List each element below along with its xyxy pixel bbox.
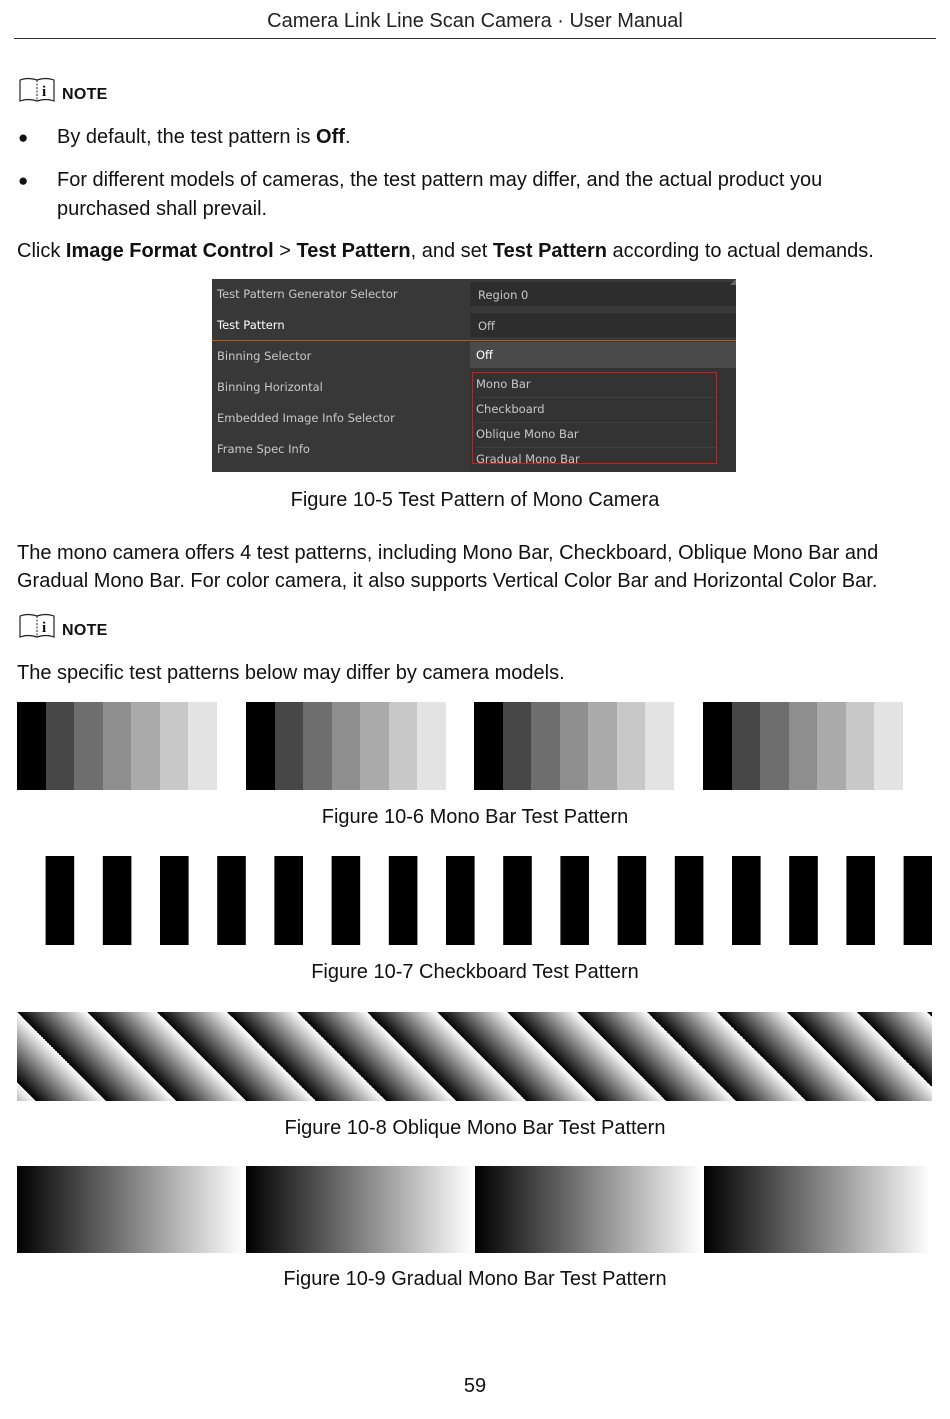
mono-bar-stripe — [503, 702, 532, 790]
gradual-mono-bar-pattern — [17, 1166, 243, 1253]
property-row-test-pattern: Test Pattern Off — [212, 310, 736, 341]
mono-bar-stripe — [789, 702, 818, 790]
test-pattern-select[interactable]: Off — [470, 313, 736, 337]
mono-bar-stripe — [531, 702, 560, 790]
mono-bar-stripe — [617, 702, 646, 790]
mono-bar-stripe — [560, 702, 589, 790]
dropdown-option-checkboard[interactable]: Checkboard — [476, 397, 716, 423]
info-book-icon — [18, 76, 56, 104]
figure-caption-10-8: Figure 10-8 Oblique Mono Bar Test Pattern — [284, 1117, 666, 1139]
property-row: Embedded Image Info Selector — [217, 411, 395, 425]
note-label: NOTE — [62, 622, 108, 639]
instruction-paragraph: Click Image Format Control > Test Pattern, and set Test Pattern according to actual demands. — [17, 240, 874, 262]
bullet-default-off — [18, 123, 918, 152]
dropdown-option-gradual-mono-bar[interactable]: Gradual Mono Bar — [476, 447, 716, 472]
checkboard-pattern — [17, 856, 932, 945]
gradual-mono-bar-pattern — [246, 1166, 472, 1253]
checkboard-stripe — [389, 856, 418, 945]
mono-bar-stripe — [645, 702, 674, 790]
mono-bar-stripe — [103, 702, 132, 790]
checkboard-stripe — [560, 856, 589, 945]
mono-bar-stripe — [417, 702, 446, 790]
running-header: Camera Link Line Scan Camera · User Manual — [267, 10, 683, 32]
gradual-mono-bar-pattern — [704, 1166, 930, 1253]
figure-caption-10-9: Figure 10-9 Gradual Mono Bar Test Pattern — [283, 1268, 667, 1290]
mono-bar-stripe — [732, 702, 761, 790]
mono-bar-stripe — [332, 702, 361, 790]
checkboard-stripe — [503, 856, 532, 945]
note-text: The specific test patterns below may differ by camera models. — [17, 662, 565, 684]
mono-bar-stripe — [360, 702, 389, 790]
description-paragraph: The mono camera offers 4 test patterns, including Mono Bar, Checkboard, Oblique Mono Bar and Gradual Mono Bar. For color camera, it also supports Vertical Color Bar and Horizontal Color Bar. — [17, 542, 879, 592]
checkboard-stripe — [46, 856, 75, 945]
property-row: Binning Horizontal — [217, 380, 323, 394]
mono-bar-stripe — [74, 702, 103, 790]
mono-bar-pattern — [246, 702, 446, 790]
mono-bar-stripe — [275, 702, 304, 790]
mono-bar-stripe — [389, 702, 418, 790]
mono-bar-pattern — [17, 702, 217, 790]
mono-bar-stripe — [588, 702, 617, 790]
gradual-mono-bar-pattern — [475, 1166, 701, 1253]
mono-bar-stripe — [17, 702, 46, 790]
bullet-dot: ● — [18, 128, 29, 147]
checkboard-stripe — [732, 856, 761, 945]
checkboard-stripe — [675, 856, 704, 945]
mono-bar-stripe — [131, 702, 160, 790]
note-label: NOTE — [62, 86, 108, 103]
test-pattern-settings-screenshot — [212, 279, 736, 472]
bullet-text: By default, the test pattern is Off. — [57, 126, 351, 148]
page-number: 59 — [463, 1375, 487, 1397]
checkboard-stripe — [789, 856, 818, 945]
mono-bar-stripe — [46, 702, 75, 790]
bullet-models-differ — [18, 166, 918, 224]
region-select[interactable]: Region 0 — [470, 282, 736, 306]
dropdown-option-mono-bar[interactable]: Mono Bar — [476, 372, 716, 398]
figure-caption-10-5: Figure 10-5 Test Pattern of Mono Camera — [290, 489, 660, 511]
checkboard-stripe — [160, 856, 189, 945]
oblique-mono-bar-pattern — [17, 1012, 932, 1101]
mono-bar-pattern — [703, 702, 903, 790]
figure-caption-10-6: Figure 10-6 Mono Bar Test Pattern — [321, 806, 629, 828]
mono-bar-stripe — [817, 702, 846, 790]
checkboard-stripe — [904, 856, 932, 945]
checkboard-stripe — [332, 856, 361, 945]
dropdown-option-oblique-mono-bar[interactable]: Oblique Mono Bar — [476, 422, 716, 448]
bullet-dot: ● — [18, 171, 29, 190]
mono-bar-stripe — [760, 702, 789, 790]
checkboard-stripe — [846, 856, 875, 945]
note-callout — [18, 76, 108, 104]
mono-bar-pattern — [474, 702, 674, 790]
property-row: Frame Spec Info — [217, 442, 310, 456]
mono-bar-stripe — [703, 702, 732, 790]
corner-marker — [730, 279, 736, 285]
note-callout — [18, 612, 108, 640]
bullet-text: For different models of cameras, the test pattern may differ, and the actual product you purchased shall prevail. — [57, 169, 823, 220]
mono-bar-stripe — [246, 702, 275, 790]
header-rule — [14, 38, 936, 39]
test-pattern-dropdown — [470, 342, 736, 472]
dropdown-selected[interactable]: Off — [470, 342, 736, 368]
mono-bar-stripe — [188, 702, 217, 790]
highlight-box — [472, 372, 717, 464]
checkboard-stripe — [217, 856, 246, 945]
checkboard-stripe — [446, 856, 475, 945]
mono-bar-stripe — [874, 702, 903, 790]
mono-bar-stripe — [160, 702, 189, 790]
property-row: Binning Selector — [217, 349, 312, 363]
mono-bar-stripe — [846, 702, 875, 790]
info-book-icon — [18, 612, 56, 640]
property-row: Test Pattern Generator Selector Region 0 — [212, 279, 736, 309]
svg-text:i: i — [42, 84, 47, 100]
checkboard-stripe — [274, 856, 303, 945]
figure-caption-10-7: Figure 10-7 Checkboard Test Pattern — [311, 961, 639, 983]
mono-bar-stripe — [303, 702, 332, 790]
svg-text:i: i — [42, 620, 47, 636]
checkboard-stripe — [103, 856, 132, 945]
mono-bar-stripe — [474, 702, 503, 790]
checkboard-stripe — [618, 856, 647, 945]
